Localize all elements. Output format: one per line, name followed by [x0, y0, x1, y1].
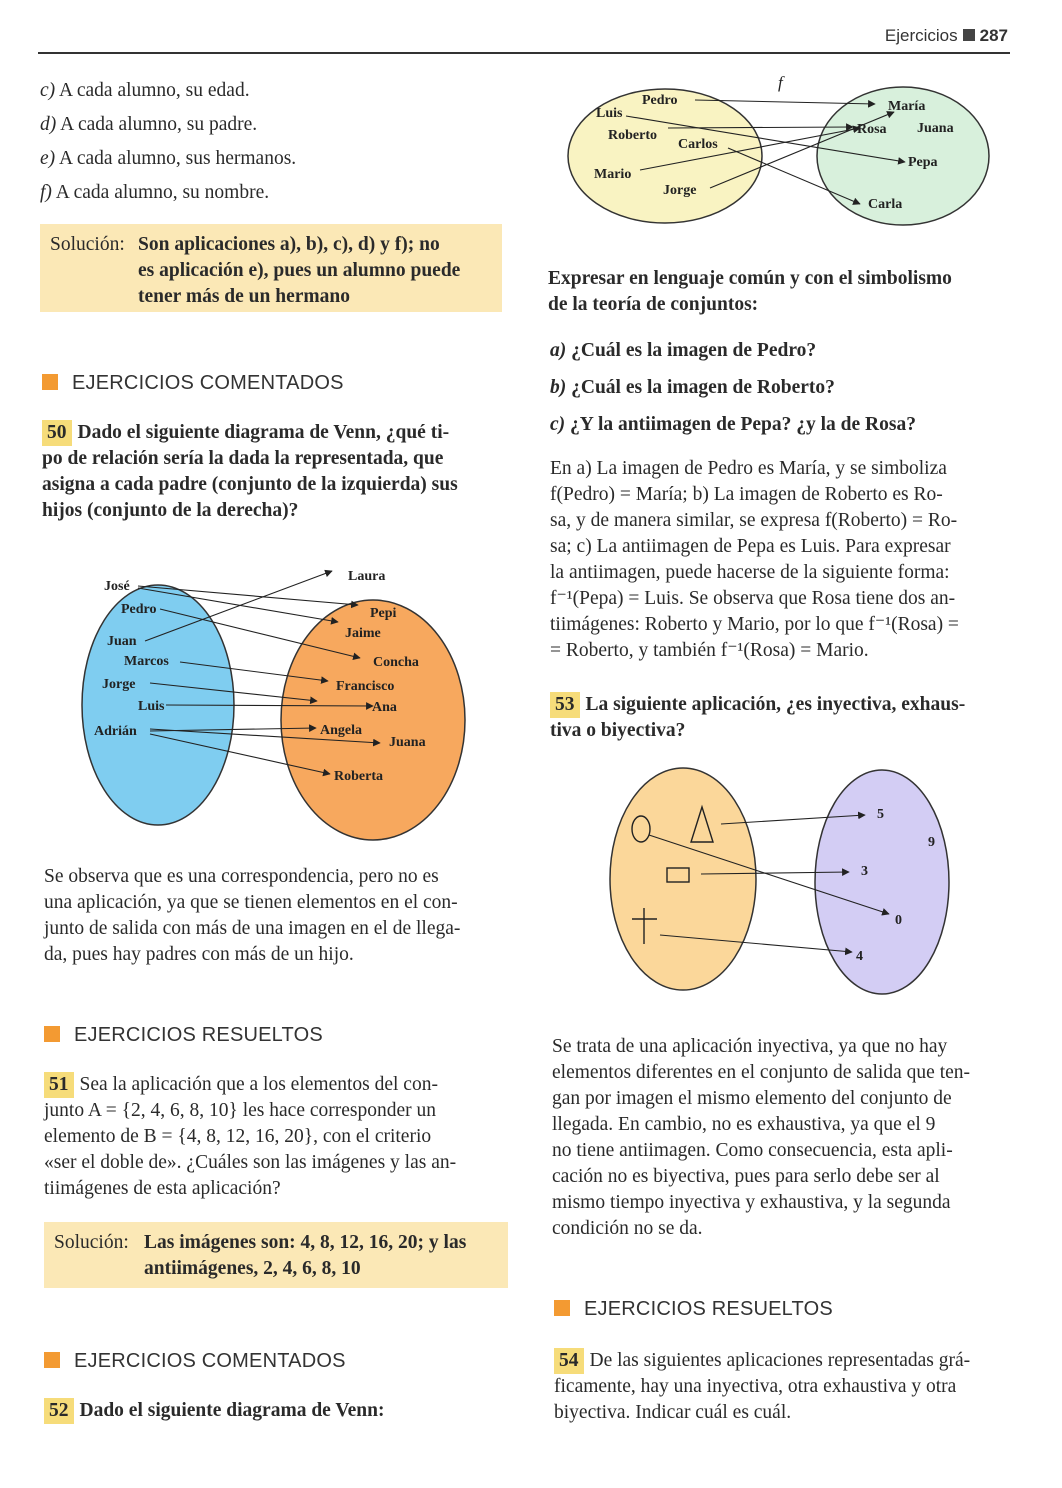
paragraph-53: Se trata de una aplicación inyectiva, ya que no hay elementos diferentes en el conjunto de salida que ten- gan por imagen el mismo elemento del conjunto de llegada. En cambio, no es exhaustiva, ya que el 9 no tiene antiimagen. Como consecuencia, esta apli- cación no es biyectiva, pues para serlo debe ser al mismo tiempo inyectiva y exhaustiva, y la segunda condición no se da. — [552, 1036, 971, 1239]
venn-left-label: Pedro — [121, 602, 157, 617]
list-item-d: d) A cada alumno, su padre. — [40, 114, 258, 135]
venn-left-label: José — [104, 579, 130, 594]
venn-diagram-53 — [605, 762, 965, 1022]
venn-left-label: Jorge — [102, 677, 136, 692]
venn-right-label: Francisco — [336, 679, 395, 694]
venn-left-label: Juan — [107, 634, 137, 649]
venn-right-label: María — [888, 99, 926, 114]
venn-right-label: Carla — [868, 197, 903, 212]
venn-right-label: Juana — [389, 735, 426, 750]
exercise-54: 54 De las siguientes aplicaciones representadas grá- ficamente, hay una inyectiva, otra exhaustiva y otra biyectiva. Indicar cuál es cuál. — [554, 1350, 971, 1423]
set-numbers — [815, 770, 949, 994]
number-label: 5 — [877, 807, 884, 822]
exercise-number: 54 — [554, 1348, 584, 1374]
section-square-icon — [42, 374, 58, 390]
venn-right-label: Concha — [373, 655, 419, 670]
number-label: 4 — [856, 949, 863, 964]
exercise-50: 50 Dado el siguiente diagrama de Venn, ¿qué ti- po de relación sería la dada la representada, que asigna a cada padre (conjunto de la izquierda) sus hijos (conjunto de la derecha)? — [42, 422, 458, 521]
section-heading-resueltos: EJERCICIOS RESUELTOS — [44, 1024, 323, 1047]
list-item-e: e) A cada alumno, sus hermanos. — [40, 148, 297, 169]
exercise-number: 52 — [44, 1398, 74, 1424]
venn-diagram-50 — [80, 555, 480, 845]
solution-text: Las imágenes son: 4, 8, 12, 16, 20; y las antiimágenes, 2, 4, 6, 8, 10 — [144, 1232, 467, 1279]
solution-label: Solución: — [50, 234, 125, 255]
venn-left-label: Roberto — [608, 128, 657, 143]
page-header — [885, 26, 1008, 46]
venn-right-label: Pepa — [908, 155, 938, 170]
sub-question-c: c) ¿Y la antiimagen de Pepa? ¿y la de Rosa? — [550, 414, 916, 435]
sub-question-b: b) ¿Cuál es la imagen de Roberto? — [550, 377, 835, 398]
venn-right-label: Angela — [320, 723, 362, 738]
solution-text: Son aplicaciones a), b), c), d) y f); no es aplicación e), pues un alumno puede tener más de un hermano — [138, 234, 461, 307]
paragraph-50: Se observa que es una correspondencia, pero no es una aplicación, ya que se tienen elementos en el con- junto de salida con más de una imagen en el de llega- da, pues hay padres con más de un hijo. — [44, 866, 461, 965]
venn-right-label: Jaime — [345, 626, 381, 641]
list-item-f: f) A cada alumno, su nombre. — [40, 182, 270, 203]
header-rule — [38, 52, 1010, 54]
section-square-icon — [554, 1300, 570, 1316]
venn-left-label: Carlos — [678, 137, 718, 152]
venn-right-label: Laura — [348, 569, 386, 584]
venn-diagram-52 — [560, 70, 1000, 250]
venn-right-label: Rosa — [857, 122, 887, 137]
exercise-number: 50 — [42, 420, 72, 446]
venn-left-label: Adrián — [94, 724, 137, 739]
solution-box-2 — [44, 1222, 508, 1288]
question-52: Expresar en lenguaje común y con el simbolismo de la teoría de conjuntos: — [548, 268, 952, 315]
set-shapes — [610, 768, 756, 990]
venn-right-label: Ana — [372, 700, 397, 715]
venn-left-label: Luis — [596, 106, 623, 121]
number-label: 9 — [928, 835, 935, 850]
list-item-c: c) A cada alumno, su edad. — [40, 80, 250, 101]
exercise-51: 51 Sea la aplicación que a los elementos del con- junto A = {2, 4, 6, 8, 10} les hace corresponder un elemento de B = {4, 8, 12, 16, 20}, con el criterio «ser el doble de». ¿Cuáles son las imágenes y las an- tiimágenes de esta aplicación? — [44, 1074, 457, 1199]
paragraph-52: En a) La imagen de Pedro es María, y se simboliza f(Pedro) = María; b) La imagen de Roberto es Ro- sa, y de manera similar, se expresa f(Roberto) = Ro- sa; c) La antiimagen de Pepa es Luis. Para expresar la antiimagen, puede hacerse de la siguiente forma: f⁻¹(Pepa) = Luis. Se observa que Rosa tiene dos an- tiimágenes: Roberto y Mario, por lo que f⁻¹(Rosa) = = Roberto, y también f⁻¹(Rosa) = Mario. — [550, 458, 959, 661]
exercise-number: 53 — [550, 692, 580, 718]
sub-question-a: a) ¿Cuál es la imagen de Pedro? — [550, 340, 817, 361]
exercise-number: 51 — [44, 1072, 74, 1098]
header-square-icon — [963, 29, 975, 41]
solution-label: Solución: — [54, 1232, 129, 1253]
exercise-53: 53 La siguiente aplicación, ¿es inyectiva, exhaus- tiva o biyectiva? — [550, 694, 966, 741]
number-label: 0 — [895, 913, 902, 928]
venn-left-label: Pedro — [642, 93, 678, 108]
venn-right-label: Pepi — [370, 606, 397, 621]
venn-left-label: Luis — [138, 699, 165, 714]
exercise-52: 52 Dado el siguiente diagrama de Venn: — [44, 1398, 384, 1424]
number-label: 3 — [861, 864, 868, 879]
venn-right-label: Roberta — [334, 769, 383, 784]
section-square-icon — [44, 1026, 60, 1042]
section-heading-comentados-2: EJERCICIOS COMENTADOS — [44, 1350, 346, 1373]
venn-left-label: Jorge — [663, 183, 697, 198]
section-heading-comentados: EJERCICIOS COMENTADOS — [42, 372, 344, 395]
header-section: Ejercicios — [884, 26, 958, 45]
venn-left-label: Marcos — [124, 654, 169, 669]
section-heading-resueltos-2: EJERCICIOS RESUELTOS — [554, 1298, 833, 1321]
page-number: 287 — [979, 26, 1008, 45]
solution-box-1 — [40, 224, 502, 312]
venn-left-label: Mario — [594, 167, 632, 182]
function-label: f — [778, 73, 783, 92]
venn-right-label: Juana — [917, 121, 954, 136]
section-square-icon — [44, 1352, 60, 1368]
